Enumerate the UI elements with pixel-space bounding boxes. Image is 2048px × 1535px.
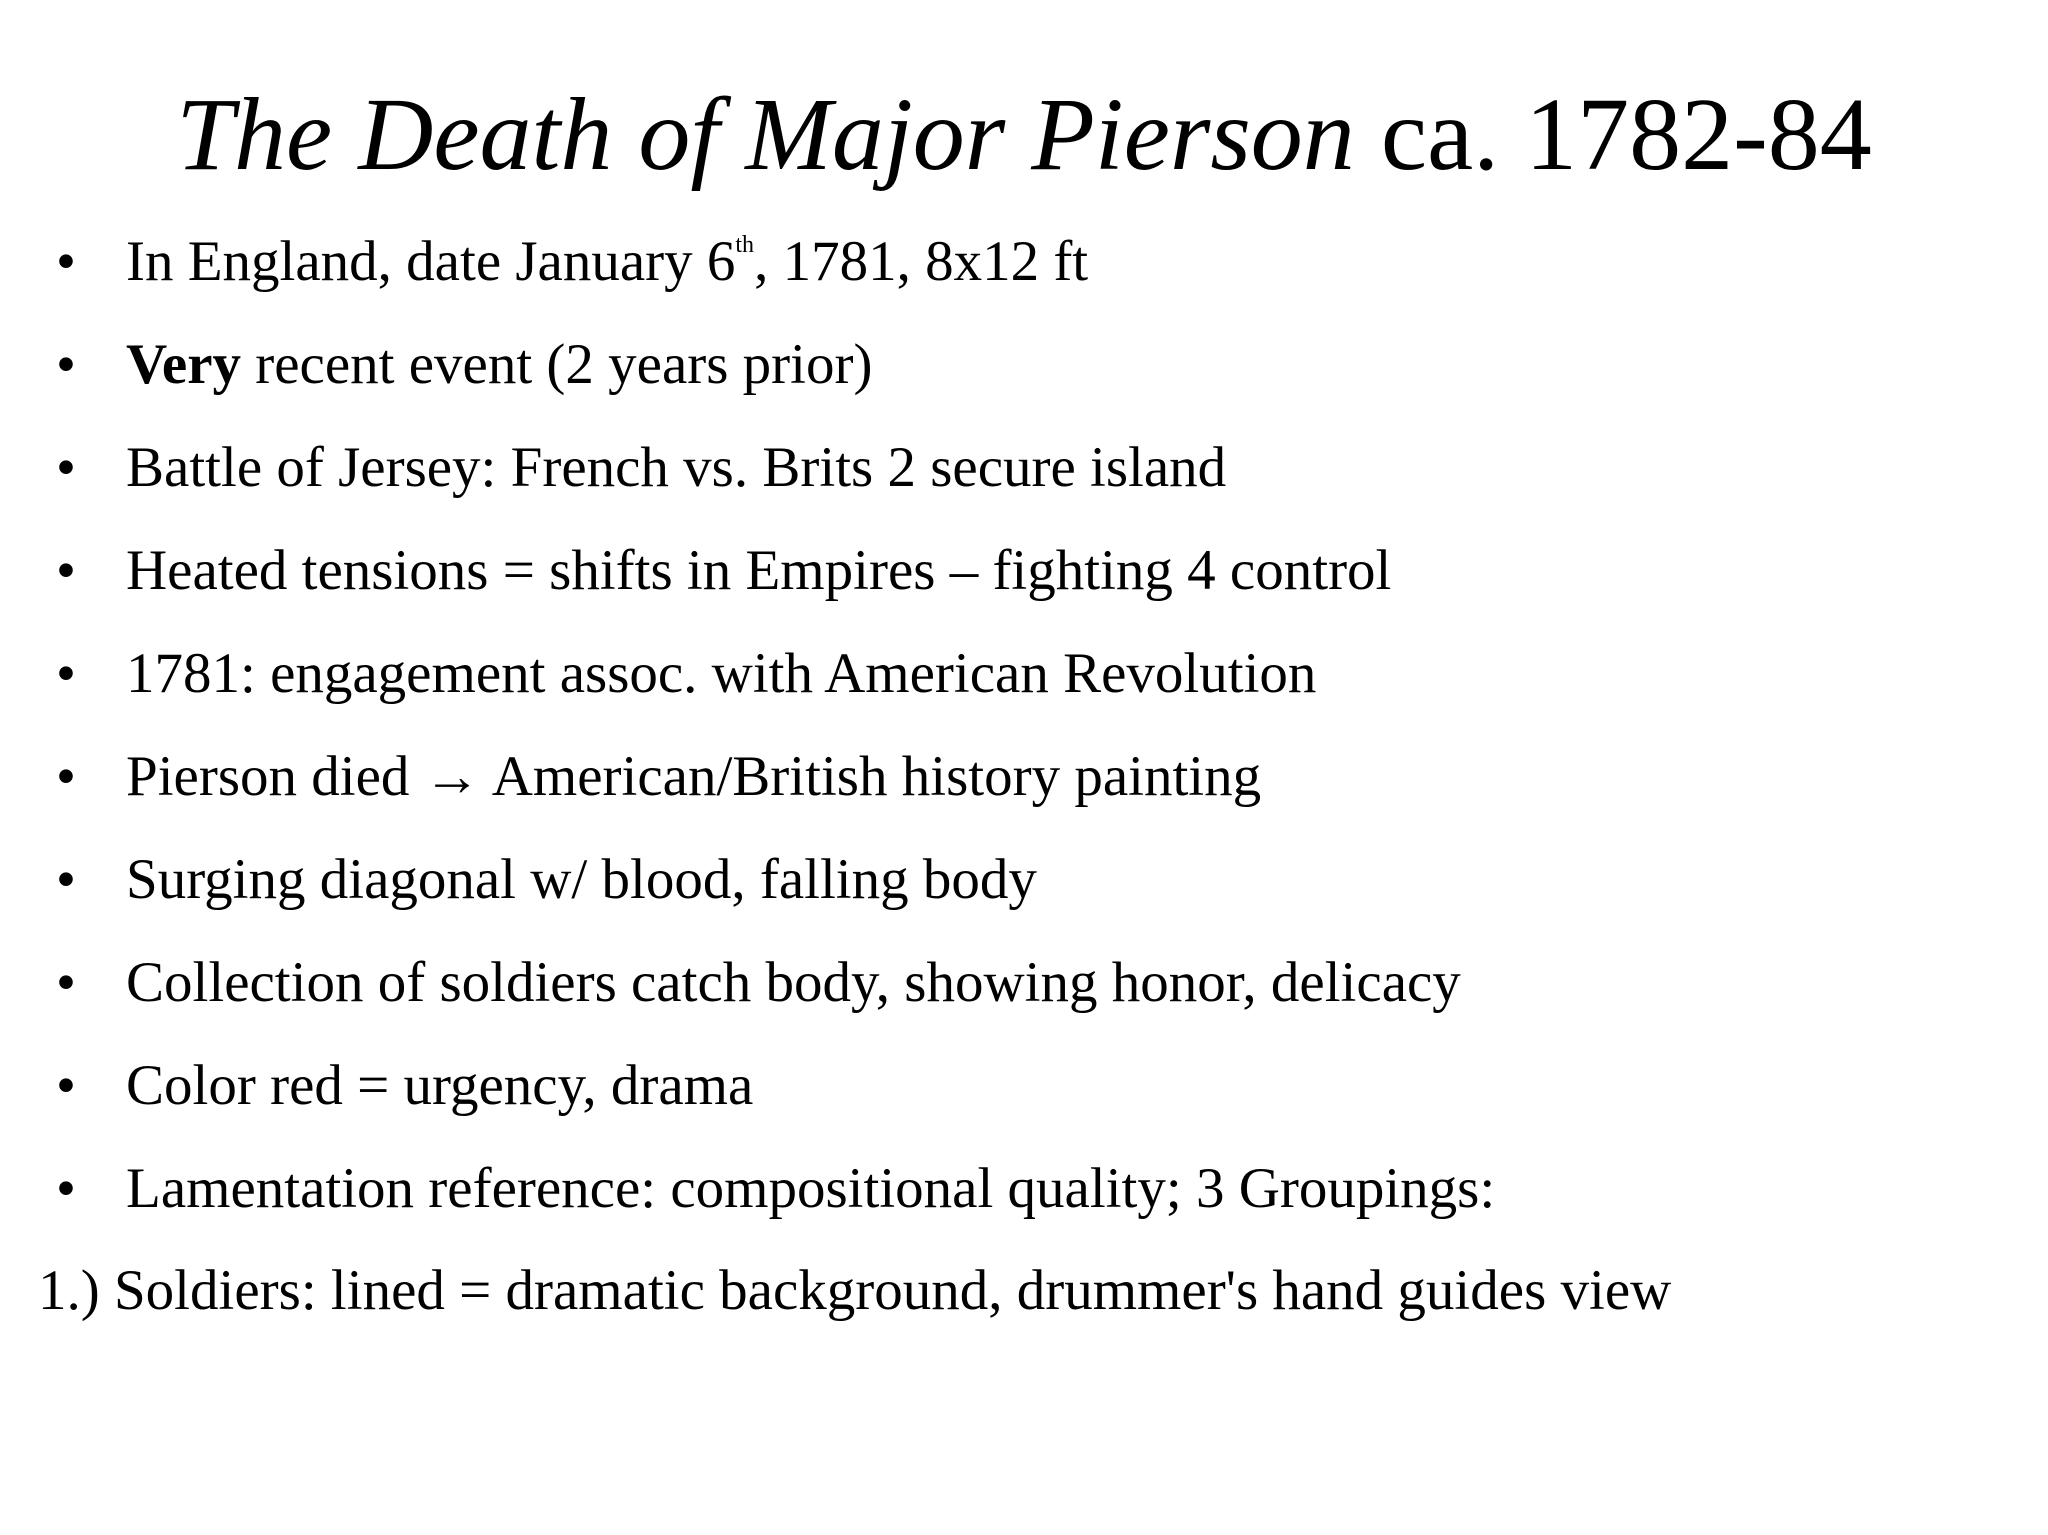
bullet-text: Battle of Jersey: French vs. Brits 2 secure island <box>126 436 1227 499</box>
bullet-text-part: , 1781, 8x12 ft <box>754 230 1089 293</box>
bullet-dot: • <box>56 1157 76 1220</box>
bullet-text: Heated tensions = shifts in Empires – fighting 4 control <box>126 539 1392 602</box>
bold-text: Very <box>126 333 242 396</box>
bullet-text: Color red = urgency, drama <box>126 1054 754 1117</box>
bullet-text <box>126 325 872 405</box>
bullet-text: Lamentation reference: compositional quality; 3 Groupings: <box>126 1157 1496 1220</box>
bullet-text: Surging diagonal w/ blood, falling body <box>126 848 1037 911</box>
bullet-dot: • <box>56 539 76 602</box>
title-artwork-name: The Death of Major Pierson <box>176 77 1355 192</box>
bullet-dot: • <box>56 230 76 293</box>
bullet-text-part: recent event (2 years prior) <box>255 333 873 396</box>
bullet-dot: • <box>56 745 76 808</box>
bullet-text-part: In England, date January 6 <box>126 230 736 293</box>
bullet-dot: • <box>56 951 76 1014</box>
bullet-dot: • <box>56 1054 76 1117</box>
bullet-text: Collection of soldiers catch body, showing honor, delicacy <box>126 951 1461 1014</box>
bullet-dot: • <box>56 436 76 499</box>
superscript: th <box>735 232 755 258</box>
numbered-item: 1.) Soldiers: lined = dramatic background, drummer's hand guides view <box>38 1259 1672 1322</box>
bullet-text: 1781: engagement assoc. with American Revolution <box>126 642 1317 705</box>
title-date: ca. 1782-84 <box>1380 77 1872 192</box>
bullet-text: Pierson died → American/British history painting <box>126 745 1262 808</box>
bullet-dot: • <box>56 642 76 705</box>
bullet-dot: • <box>56 848 76 911</box>
bullet-dot: • <box>56 333 76 396</box>
bullet-text <box>126 222 1088 302</box>
